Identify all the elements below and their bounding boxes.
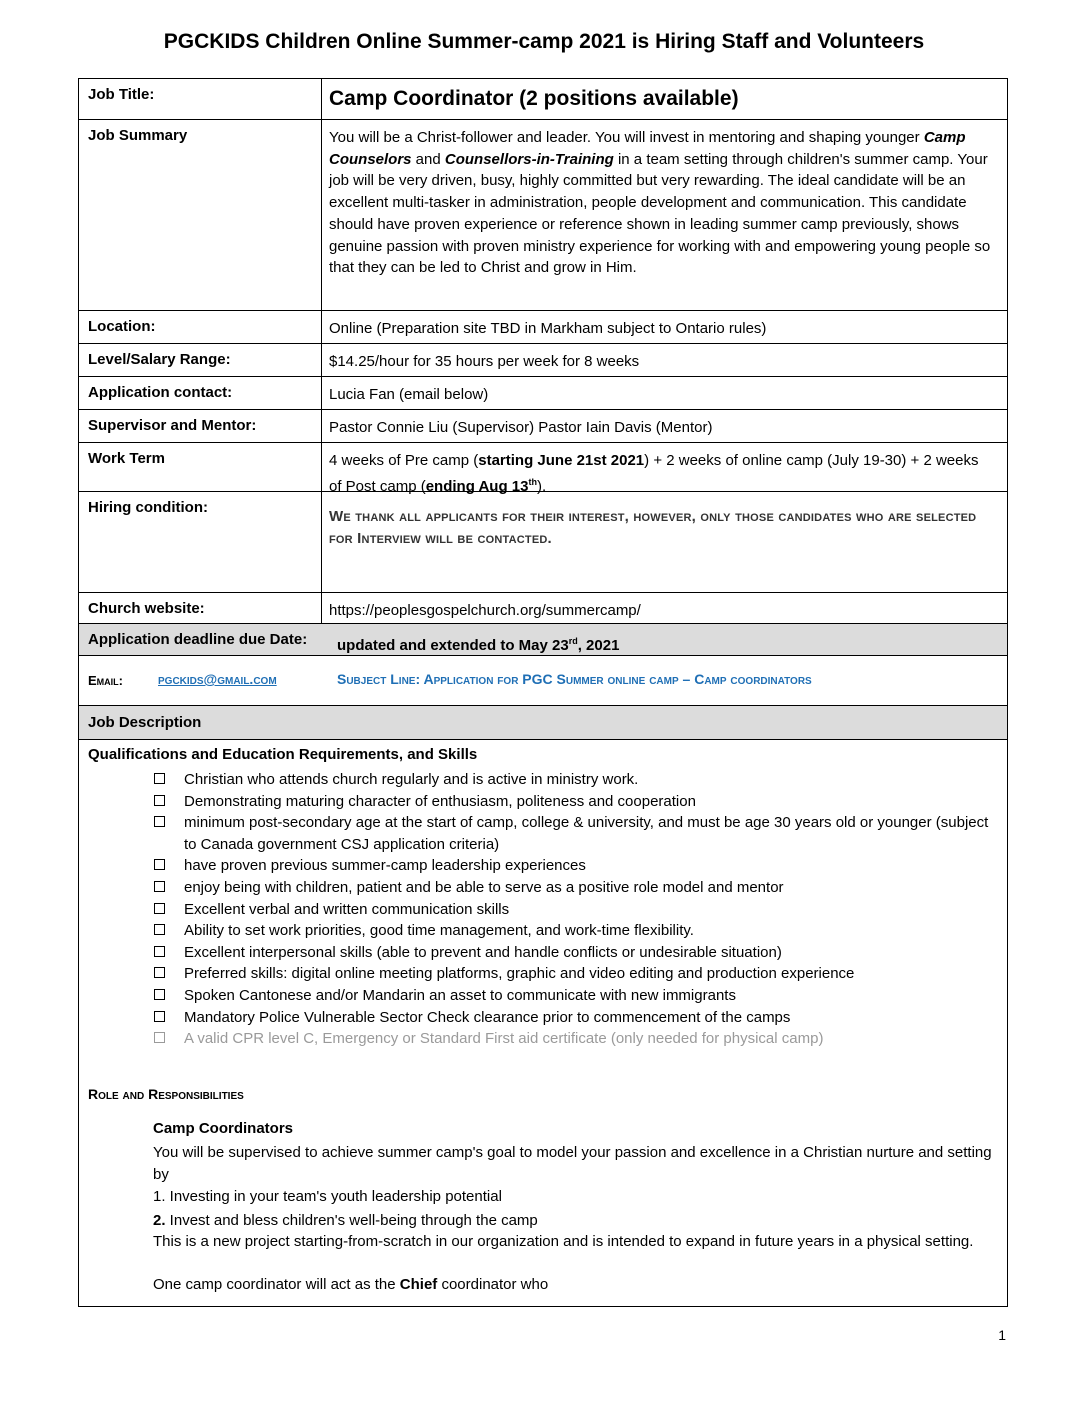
row-contact xyxy=(79,377,1007,410)
qualification-item xyxy=(154,985,1004,1007)
email-label: Email: xyxy=(88,673,123,688)
row-email xyxy=(79,656,1007,706)
qualification-item xyxy=(154,920,1004,942)
qualification-item xyxy=(154,812,1004,855)
qualification-item xyxy=(154,769,1004,791)
qualification-text: Excellent interpersonal skills (able to prevent and handle conflicts or undesirable situation) xyxy=(184,943,782,961)
qualification-item xyxy=(154,1028,1004,1050)
roles-heading: Role and Responsibilities xyxy=(88,1086,244,1102)
hiring-label: Hiring condition: xyxy=(88,499,208,516)
row-job-summary xyxy=(79,120,1007,311)
roles-point-1: 1. Investing in your team's youth leadership potential xyxy=(153,1188,502,1205)
qualification-item xyxy=(154,877,1004,899)
location-label: Location: xyxy=(88,318,156,335)
qualification-item xyxy=(154,791,1004,813)
job-title-label: Job Title: xyxy=(88,86,155,103)
qualification-text: Demonstrating maturing character of enthusiasm, politeness and cooperation xyxy=(184,792,696,810)
job-posting-table xyxy=(78,78,1008,1307)
qualification-text: Preferred skills: digital online meeting platforms, graphic and video editing and production experience xyxy=(184,965,855,983)
checkbox-icon xyxy=(154,816,165,827)
contact-label: Application contact: xyxy=(88,384,233,401)
qualification-text: have proven previous summer-camp leadership experiences xyxy=(184,857,586,875)
job-summary-label: Job Summary xyxy=(88,127,188,144)
checkbox-icon xyxy=(154,773,165,784)
work-term-label: Work Term xyxy=(88,450,165,467)
row-work-term xyxy=(79,443,1007,495)
job-description-label: Job Description xyxy=(88,714,202,731)
work-term-value: 4 weeks of Pre camp (starting June 21st 2021) + 2 weeks of online camp (July 19-30) + 2 weeks of Post camp (ending Aug 13th). xyxy=(329,452,979,495)
job-title-value: Camp Coordinator (2 positions available) xyxy=(329,87,739,110)
row-website xyxy=(79,593,1007,624)
deadline-label: Application deadline due Date: xyxy=(88,631,308,648)
roles-chief-note: One camp coordinator will act as the Chief coordinator who xyxy=(153,1276,549,1293)
location-value: Online (Preparation site TBD in Markham subject to Ontario rules) xyxy=(329,320,767,337)
checkbox-icon xyxy=(154,989,165,1000)
qualification-text: Mandatory Police Vulnerable Sector Check clearance prior to commencement of the camps xyxy=(184,1008,791,1026)
supervisor-value: Pastor Connie Liu (Supervisor) Pastor Iain Davis (Mentor) xyxy=(329,419,713,436)
qualification-item xyxy=(154,942,1004,964)
email-link[interactable]: pgckids@gmail.com xyxy=(158,671,277,687)
row-supervisor xyxy=(79,410,1007,443)
qualification-text: Christian who attends church regularly and is active in ministry work. xyxy=(184,771,639,788)
qualifications-list xyxy=(154,769,1004,1050)
website-label: Church website: xyxy=(88,600,205,617)
row-location xyxy=(79,311,1007,344)
job-summary-value: You will be a Christ-follower and leader. You will invest in mentoring and shaping younger Camp Counselors and Counsellors-in-Training in a team setting through children's summer camp. Your job will be very driven, busy, highly committed but very rewarding. The ideal candidate will be an excellent multi-tasker in administration, people development and communication. This candidate should have proven experience or reference shown in leading summer camp previously, shows genuine passion with proven ministry experience for working with and empowering young people so that they can be led to Christ and grow in Him. xyxy=(329,129,991,277)
roles-point-2: 2. Invest and bless children's well-being through the camp xyxy=(153,1212,538,1229)
row-deadline xyxy=(79,624,1007,656)
row-job-title xyxy=(79,79,1007,120)
row-salary xyxy=(79,344,1007,377)
hiring-value: We thank all applicants for their interest, however, only those candidates who are selected for Interview will be contacted. xyxy=(329,508,977,547)
row-hiring-condition xyxy=(79,492,1007,593)
salary-value: $14.25/hour for 35 hours per week for 8 weeks xyxy=(329,353,640,370)
website-value[interactable]: https://peoplesgospelchurch.org/summercamp/ xyxy=(329,602,641,619)
checkbox-icon xyxy=(154,1032,165,1043)
roles-subheading: Camp Coordinators xyxy=(153,1120,294,1137)
checkbox-icon xyxy=(154,795,165,806)
qualification-item xyxy=(154,899,1004,921)
checkbox-icon xyxy=(154,967,165,978)
page-title: PGCKIDS Children Online Summer-camp 2021 is Hiring Staff and Volunteers xyxy=(163,30,925,53)
checkbox-icon xyxy=(154,903,165,914)
qualification-text: Spoken Cantonese and/or Mandarin an asset to communicate with new immigrants xyxy=(184,986,736,1004)
roles-project-note: This is a new project starting-from-scratch in our organization and is intended to expand in future years in a physical setting. xyxy=(153,1233,974,1250)
page-number: 1 xyxy=(998,1327,1006,1343)
qualification-text: Ability to set work priorities, good time management, and work-time flexibility. xyxy=(184,922,694,940)
supervisor-label: Supervisor and Mentor: xyxy=(88,417,257,434)
qualification-text: A valid CPR level C, Emergency or Standard First aid certificate (only needed for physical camp) xyxy=(184,1030,824,1048)
checkbox-icon xyxy=(154,1011,165,1022)
checkbox-icon xyxy=(154,881,165,892)
qualification-item xyxy=(154,1007,1004,1029)
qualification-item xyxy=(154,963,1004,985)
qualification-text: Excellent verbal and written communication skills xyxy=(184,900,510,918)
contact-value: Lucia Fan (email below) xyxy=(329,386,489,403)
row-job-description xyxy=(79,706,1007,740)
checkbox-icon xyxy=(154,946,165,957)
email-subject-line: Subject Line: Application for PGC Summer online camp – Camp coordinators xyxy=(337,671,812,687)
salary-label: Level/Salary Range: xyxy=(88,351,231,368)
qualification-text: enjoy being with children, patient and be able to serve as a positive role model and mentor xyxy=(184,878,784,896)
qualifications-heading: Qualifications and Education Requirements, and Skills xyxy=(88,746,478,763)
qualification-item xyxy=(154,855,1004,877)
checkbox-icon xyxy=(154,859,165,870)
checkbox-icon xyxy=(154,924,165,935)
roles-intro: You will be supervised to achieve summer camp's goal to model your passion and excellence in a Christian nurture and setting by xyxy=(153,1144,992,1183)
deadline-value: updated and extended to May 23rd, 2021 xyxy=(337,636,620,654)
qualification-text: minimum post-secondary age at the start of camp, college & university, and must be age 30 years old or younger (subject to Canada government CSJ application criteria) xyxy=(184,814,989,853)
